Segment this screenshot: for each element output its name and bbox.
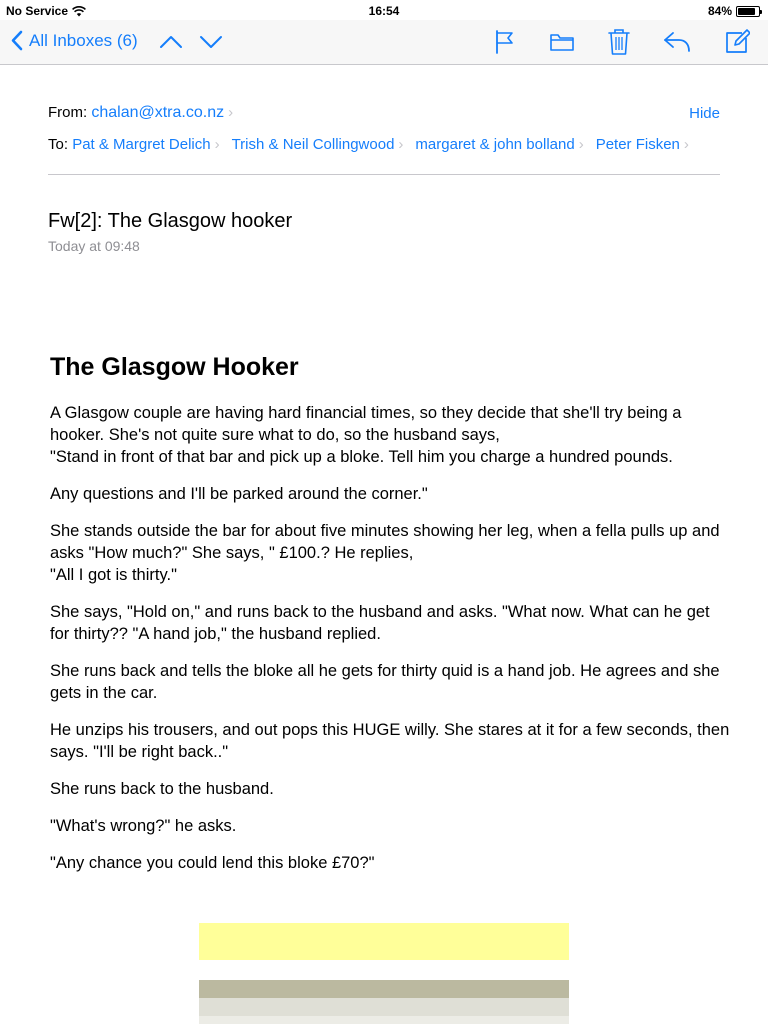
body-paragraph: She says, "Hold on," and runs back to the husband and asks. "What now. What can he get for thirty?? "A hand job," the husband replied. — [50, 603, 710, 643]
chevron-left-icon — [10, 30, 23, 51]
chevron-right-icon: › — [683, 136, 689, 153]
battery-percent: 84% — [707, 4, 732, 18]
message-body — [50, 352, 730, 889]
previous-message-icon[interactable] — [158, 29, 184, 55]
body-paragraph: She runs back to the husband. — [50, 780, 274, 798]
battery-icon — [736, 6, 760, 17]
to-row — [48, 136, 720, 153]
body-paragraph: Any questions and I'll be parked around the corner." — [50, 485, 428, 503]
status-right — [708, 4, 760, 18]
chevron-right-icon: › — [398, 136, 404, 153]
table-row-band — [199, 1016, 569, 1024]
message-subject: Fw[2]: The Glasgow hooker — [48, 210, 293, 232]
from-label: From: — [48, 104, 88, 121]
next-message-icon[interactable] — [198, 29, 224, 55]
body-paragraph: "What's wrong?" he asks. — [50, 817, 237, 835]
compose-icon[interactable] — [724, 29, 750, 55]
mail-toolbar — [0, 20, 768, 65]
chevron-right-icon: › — [228, 104, 234, 121]
message-timestamp: Today at 09:48 — [48, 238, 140, 254]
chevron-right-icon: › — [214, 136, 220, 153]
highlight-block — [199, 923, 569, 960]
recipient[interactable]: Pat & Margret Delich — [72, 136, 211, 153]
recipient[interactable]: Trish & Neil Collingwood — [231, 136, 395, 153]
chevron-right-icon: › — [578, 136, 584, 153]
recipient[interactable]: Peter Fisken — [595, 136, 680, 153]
table-header-band — [199, 980, 569, 998]
back-button-label: All Inboxes (6) — [29, 30, 138, 50]
message-nav — [158, 29, 224, 55]
from-address[interactable]: chalan@xtra.co.nz — [91, 104, 225, 121]
carrier-label: No Service — [6, 4, 69, 18]
body-paragraph: He unzips his trousers, and out pops this HUGE willy. She stares at it for a few seconds, then says. "I'll be right back.." — [50, 721, 730, 761]
recipient[interactable]: margaret & john bolland — [415, 136, 575, 153]
back-button[interactable] — [10, 30, 138, 51]
reply-icon[interactable] — [663, 30, 691, 54]
hide-details-button[interactable]: Hide — [689, 105, 720, 122]
to-label: To: — [48, 136, 69, 153]
toolbar-actions — [494, 28, 750, 56]
body-title: The Glasgow Hooker — [50, 353, 299, 381]
battery-fill — [738, 8, 755, 15]
table-row-band — [199, 998, 569, 1016]
body-paragraph: A Glasgow couple are having hard financial times, so they decide that she'll try being a hooker. She's not quite sure what to do, so the husband says, "Stand in front of that bar and pick up a bloke. Tell him you charge a hundred pounds. — [50, 404, 682, 466]
body-paragraph: She stands outside the bar for about five minutes showing her leg, when a fella pulls up and asks "How much?" She says, " £100.? He replies, "All I got is thirty." — [50, 522, 720, 584]
folder-icon[interactable] — [549, 29, 575, 55]
trash-icon[interactable] — [608, 28, 630, 56]
from-row — [48, 104, 720, 122]
clock: 16:54 — [368, 4, 400, 18]
flag-icon[interactable] — [494, 29, 516, 55]
header-divider — [48, 174, 720, 175]
body-paragraph: She runs back and tells the bloke all he gets for thirty quid is a hand job. He agrees and she gets in the car. — [50, 662, 720, 702]
status-bar — [0, 0, 768, 20]
body-paragraph: "Any chance you could lend this bloke £70?" — [50, 854, 375, 872]
